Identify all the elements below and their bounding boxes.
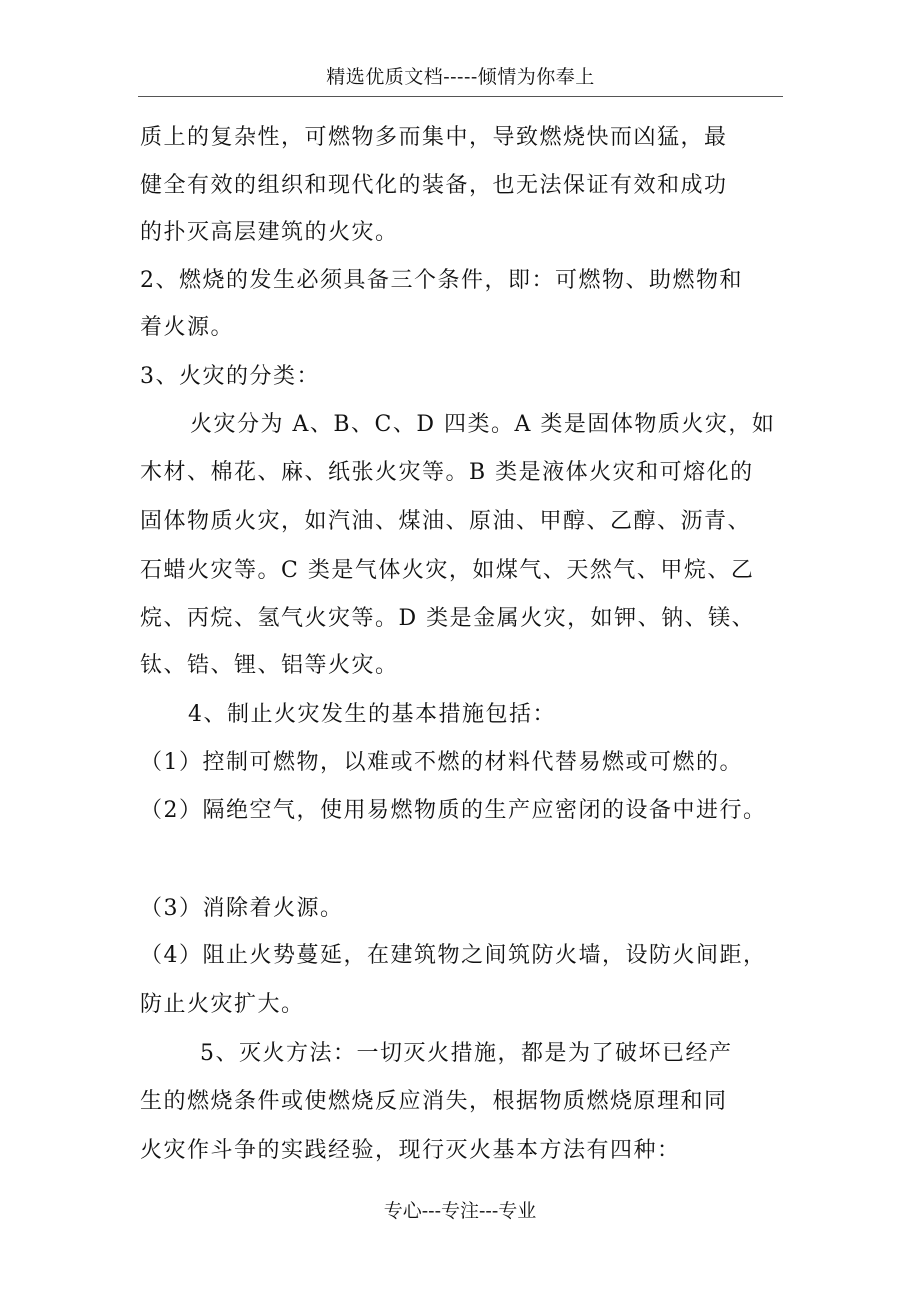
page-footer: 专心---专注---专业 [383, 1200, 537, 1222]
list-item: （4）阻止火势蔓延，在建筑物之间筑防火墙，设防火间距， [140, 943, 767, 968]
body-line: 生的燃烧条件或使燃烧反应消失，根据物质燃烧原理和同 [140, 1089, 728, 1114]
body-line: 木材、棉花、麻、纸张火灾等。B 类是液体火灾和可熔化的 [140, 460, 754, 485]
section-heading: 3、火灾的分类： [140, 364, 320, 389]
body-line: 着火源。 [140, 315, 235, 340]
body-line: 防止火灾扩大。 [140, 992, 305, 1017]
body-line: 钛、锆、锂、铝等火灾。 [140, 653, 399, 678]
body-line: 烷、丙烷、氢气火灾等。D 类是金属火灾，如钾、钠、镁、 [140, 606, 756, 631]
body-line: 固体物质火灾，如汽油、煤油、原油、甲醇、乙醇、沥青、 [140, 509, 752, 534]
section-heading: 4、制止火灾发生的基本措施包括： [188, 702, 556, 727]
body-line: 的扑灭高层建筑的火灾。 [140, 220, 399, 245]
body-line: 健全有效的组织和现代化的装备，也无法保证有效和成功 [140, 173, 728, 198]
list-item: （3）消除着火源。 [140, 896, 344, 921]
section-heading: 5、灭火方法：一切灭火措施，都是为了破坏已经产 [200, 1041, 733, 1066]
list-item: （2）隔绝空气，使用易燃物质的生产应密闭的设备中进行。 [140, 798, 767, 823]
body-line: 2、燃烧的发生必须具备三个条件，即：可燃物、助燃物和 [140, 268, 743, 293]
body-line: 石蜡火灾等。C 类是气体火灾，如煤气、天然气、甲烷、乙 [140, 558, 755, 583]
body-line: 火灾分为 A、B、C、D 四类。A 类是固体物质火灾，如 [190, 412, 776, 437]
body-line: 质上的复杂性，可燃物多而集中，导致燃烧快而凶猛，最 [140, 125, 728, 150]
page-header: 精选优质文档-----倾情为你奉上 [138, 62, 783, 97]
body-line: 火灾作斗争的实践经验，现行灭火基本方法有四种： [140, 1138, 681, 1163]
list-item: （1）控制可燃物，以难或不燃的材料代替易燃或可燃的。 [140, 750, 743, 775]
